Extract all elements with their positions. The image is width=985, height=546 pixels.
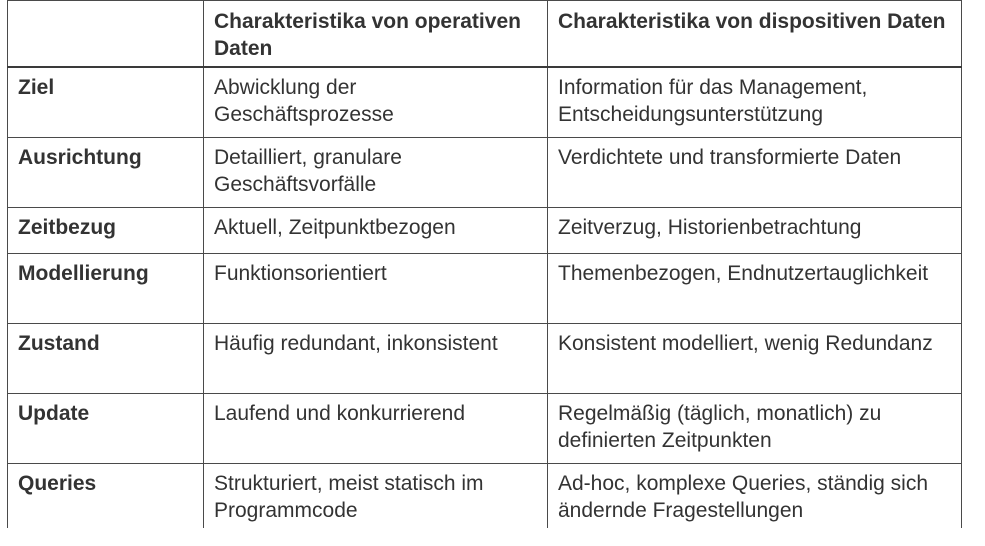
table-row [8, 393, 962, 463]
dispositive-cell: Information für das Management, Entscheidungsunterstützung [548, 67, 962, 137]
comparison-table [7, 0, 962, 528]
dispositive-cell: Zeitverzug, Historienbetrachtung [548, 207, 962, 253]
table-row [8, 323, 962, 393]
table-row [8, 137, 962, 207]
dispositive-cell: Ad-hoc, komplexe Queries, ständig sich ändernde Fragestellungen [548, 463, 962, 528]
row-label: Zustand [8, 323, 204, 393]
header-operative-data: Charakteristika von operativen Daten [204, 1, 548, 68]
operative-cell: Häufig redundant, inkonsistent [204, 323, 548, 393]
table-row [8, 253, 962, 323]
operative-cell: Abwicklung der Geschäftsprozesse [204, 67, 548, 137]
table-row [8, 207, 962, 253]
dispositive-cell: Verdichtete und transformierte Daten [548, 137, 962, 207]
dispositive-cell: Themenbezogen, Endnutzertauglichkeit [548, 253, 962, 323]
dispositive-cell: Regelmäßig (täglich, monatlich) zu definierten Zeitpunkten [548, 393, 962, 463]
row-label: Zeitbezug [8, 207, 204, 253]
header-dispositive-data: Charakteristika von dispositiven Daten [548, 1, 962, 68]
table-row [8, 67, 962, 137]
operative-cell: Aktuell, Zeitpunktbezogen [204, 207, 548, 253]
row-label: Update [8, 393, 204, 463]
operative-cell: Funktionsorientiert [204, 253, 548, 323]
operative-cell: Laufend und konkurrierend [204, 393, 548, 463]
row-label: Modellierung [8, 253, 204, 323]
operative-cell: Strukturiert, meist statisch im Programmcode [204, 463, 548, 528]
dispositive-cell: Konsistent modelliert, wenig Redundanz [548, 323, 962, 393]
header-empty-cell [8, 1, 204, 68]
row-label: Ausrichtung [8, 137, 204, 207]
row-label: Queries [8, 463, 204, 528]
row-label: Ziel [8, 67, 204, 137]
table-row [8, 463, 962, 528]
operative-cell: Detailliert, granulare Geschäftsvorfälle [204, 137, 548, 207]
header-row [8, 1, 962, 68]
